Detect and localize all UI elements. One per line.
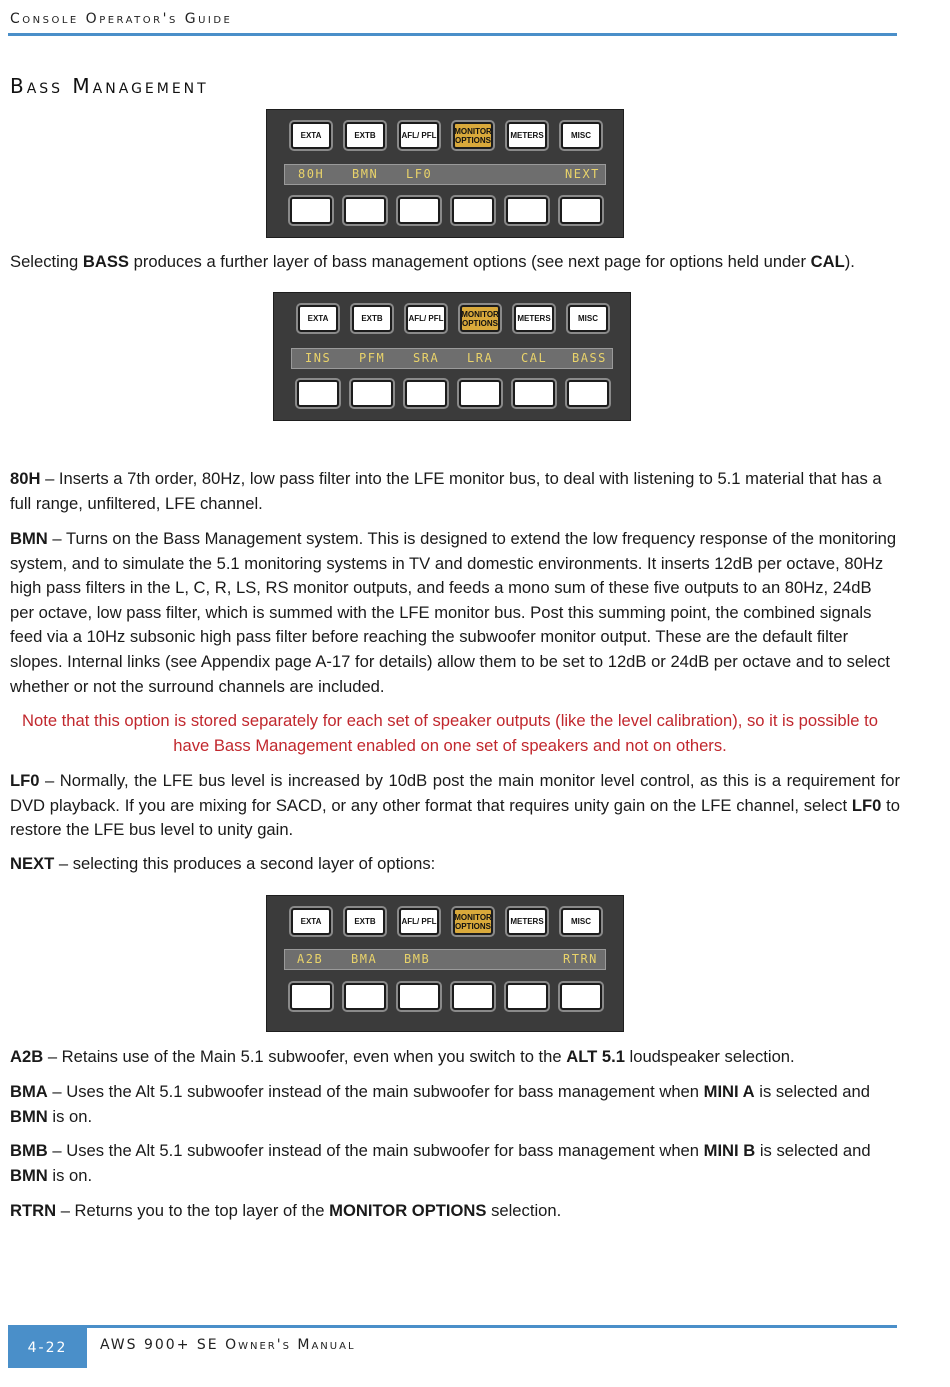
misc-button[interactable]: MISC bbox=[568, 305, 608, 332]
console-panel-3 bbox=[266, 895, 624, 1032]
soft-key-display bbox=[284, 164, 606, 185]
soft-key-2[interactable] bbox=[351, 380, 393, 407]
soft-key-4[interactable] bbox=[459, 380, 501, 407]
console-panel-1 bbox=[266, 109, 624, 238]
extb-button[interactable]: EXTB bbox=[352, 305, 392, 332]
soft-key-1[interactable] bbox=[290, 197, 332, 224]
soft-key-4[interactable] bbox=[452, 983, 494, 1010]
soft-key-3[interactable] bbox=[398, 983, 440, 1010]
meters-button[interactable]: METERS bbox=[507, 908, 547, 935]
paragraph-next: NEXT – selecting this produces a second layer of options: bbox=[10, 854, 436, 873]
footer-rule bbox=[8, 1325, 897, 1328]
monitor-options-button[interactable]: MONITOR OPTIONS bbox=[460, 305, 500, 332]
soft-key-display bbox=[284, 949, 606, 970]
soft-key-display bbox=[291, 348, 613, 369]
display-label-a2b: A2B bbox=[297, 952, 324, 966]
display-label-next: NEXT bbox=[565, 167, 600, 181]
exta-button[interactable]: EXTA bbox=[291, 122, 331, 149]
soft-key-4[interactable] bbox=[452, 197, 494, 224]
display-label-rtrn: RTRN bbox=[563, 952, 598, 966]
running-header: Console Operator's Guide bbox=[10, 11, 233, 27]
soft-key-5[interactable] bbox=[506, 197, 548, 224]
display-label-sra: SRA bbox=[413, 351, 440, 365]
soft-key-1[interactable] bbox=[290, 983, 332, 1010]
paragraph-a2b: A2B – Retains use of the Main 5.1 subwoofer, even when you switch to the ALT 5.1 loudspeaker selection. bbox=[10, 1047, 795, 1066]
soft-key-6[interactable] bbox=[560, 197, 602, 224]
paragraph-80h: 80H – Inserts a 7th order, 80Hz, low pass filter into the LFE monitor bus, to deal with listening to 5.1 material that has a full range, unfiltered, LFE channel. bbox=[10, 469, 882, 513]
monitor-options-button[interactable]: MONITOR OPTIONS bbox=[453, 908, 493, 935]
extb-button[interactable]: EXTB bbox=[345, 122, 385, 149]
display-label-bmb: BMB bbox=[404, 952, 431, 966]
afl-pfl-button[interactable]: AFL/ PFL bbox=[399, 122, 439, 149]
misc-button[interactable]: MISC bbox=[561, 908, 601, 935]
paragraph-bma: BMA – Uses the Alt 5.1 subwoofer instead of the main subwoofer for bass management when MINI A is selected and BMN is on. bbox=[10, 1082, 870, 1126]
paragraph-rtrn: RTRN – Returns you to the top layer of the MONITOR OPTIONS selection. bbox=[10, 1201, 562, 1220]
soft-key-2[interactable] bbox=[344, 197, 386, 224]
footer-title: AWS 900+ SE Owner's Manual bbox=[100, 1337, 356, 1353]
soft-key-5[interactable] bbox=[506, 983, 548, 1010]
meters-button[interactable]: METERS bbox=[514, 305, 554, 332]
monitor-options-button[interactable]: MONITOR OPTIONS bbox=[453, 122, 493, 149]
note-red: Note that this option is stored separately for each set of speaker outputs (like the level calibration), so it is possible to have Bass Management enabled on one set of speakers and not on others. bbox=[22, 711, 878, 755]
display-label-ins: INS bbox=[305, 351, 332, 365]
soft-key-6[interactable] bbox=[560, 983, 602, 1010]
section-title: Bass Management bbox=[10, 74, 209, 98]
soft-key-1[interactable] bbox=[297, 380, 339, 407]
paragraph-bass: Selecting BASS produces a further layer of bass management options (see next page for options held under CAL). bbox=[10, 252, 855, 271]
display-label-pfm: PFM bbox=[359, 351, 386, 365]
display-label-lra: LRA bbox=[467, 351, 494, 365]
soft-key-3[interactable] bbox=[398, 197, 440, 224]
soft-key-6[interactable] bbox=[567, 380, 609, 407]
header-rule bbox=[8, 33, 897, 36]
exta-button[interactable]: EXTA bbox=[298, 305, 338, 332]
soft-key-5[interactable] bbox=[513, 380, 555, 407]
display-label-bass: BASS bbox=[572, 351, 607, 365]
afl-pfl-button[interactable]: AFL/ PFL bbox=[399, 908, 439, 935]
paragraph-lf0: LF0 – Normally, the LFE bus level is increased by 10dB post the main monitor level control, as this is a requirement for DVD playback. If you are mixing for SACD, or any other format that requires unity gain on the LFE channel, select LF0 to restore the LFE bus level to unity gain. bbox=[10, 771, 901, 840]
display-label-bmn: BMN bbox=[352, 167, 379, 181]
display-label-lf0: LF0 bbox=[406, 167, 433, 181]
paragraph-bmn: BMN – Turns on the Bass Management system. This is designed to extend the low frequency response of the monitoring system, and to simulate the 5.1 monitoring systems in TV and domestic environments. It inserts 12dB per octave, 80Hz high pass filters in the L, C, R, LS, RS monitor outputs, and feeds a mono sum of these five outputs to an 80Hz, 24dB per octave, low pass filter, which is summed with the LFE monitor bus. Post this summing point, the combined signals feed via a 10Hz subsonic high pass filter before reaching the subwoofer monitor output. These are the default filter slopes. Internal links (see Appendix page A-17 for details) allow them to be set to 12dB or 24dB per octave and to select whether or not the surround channels are included. bbox=[10, 529, 897, 696]
extb-button[interactable]: EXTB bbox=[345, 908, 385, 935]
display-label-bma: BMA bbox=[351, 952, 378, 966]
display-label-80h: 80H bbox=[298, 167, 325, 181]
meters-button[interactable]: METERS bbox=[507, 122, 547, 149]
soft-key-3[interactable] bbox=[405, 380, 447, 407]
exta-button[interactable]: EXTA bbox=[291, 908, 331, 935]
console-panel-2 bbox=[273, 292, 631, 421]
paragraph-bmb: BMB – Uses the Alt 5.1 subwoofer instead of the main subwoofer for bass management when MINI B is selected and BMN is on. bbox=[10, 1141, 871, 1185]
misc-button[interactable]: MISC bbox=[561, 122, 601, 149]
display-label-cal: CAL bbox=[521, 351, 548, 365]
afl-pfl-button[interactable]: AFL/ PFL bbox=[406, 305, 446, 332]
page-number: 4-22 bbox=[8, 1328, 87, 1368]
soft-key-2[interactable] bbox=[344, 983, 386, 1010]
